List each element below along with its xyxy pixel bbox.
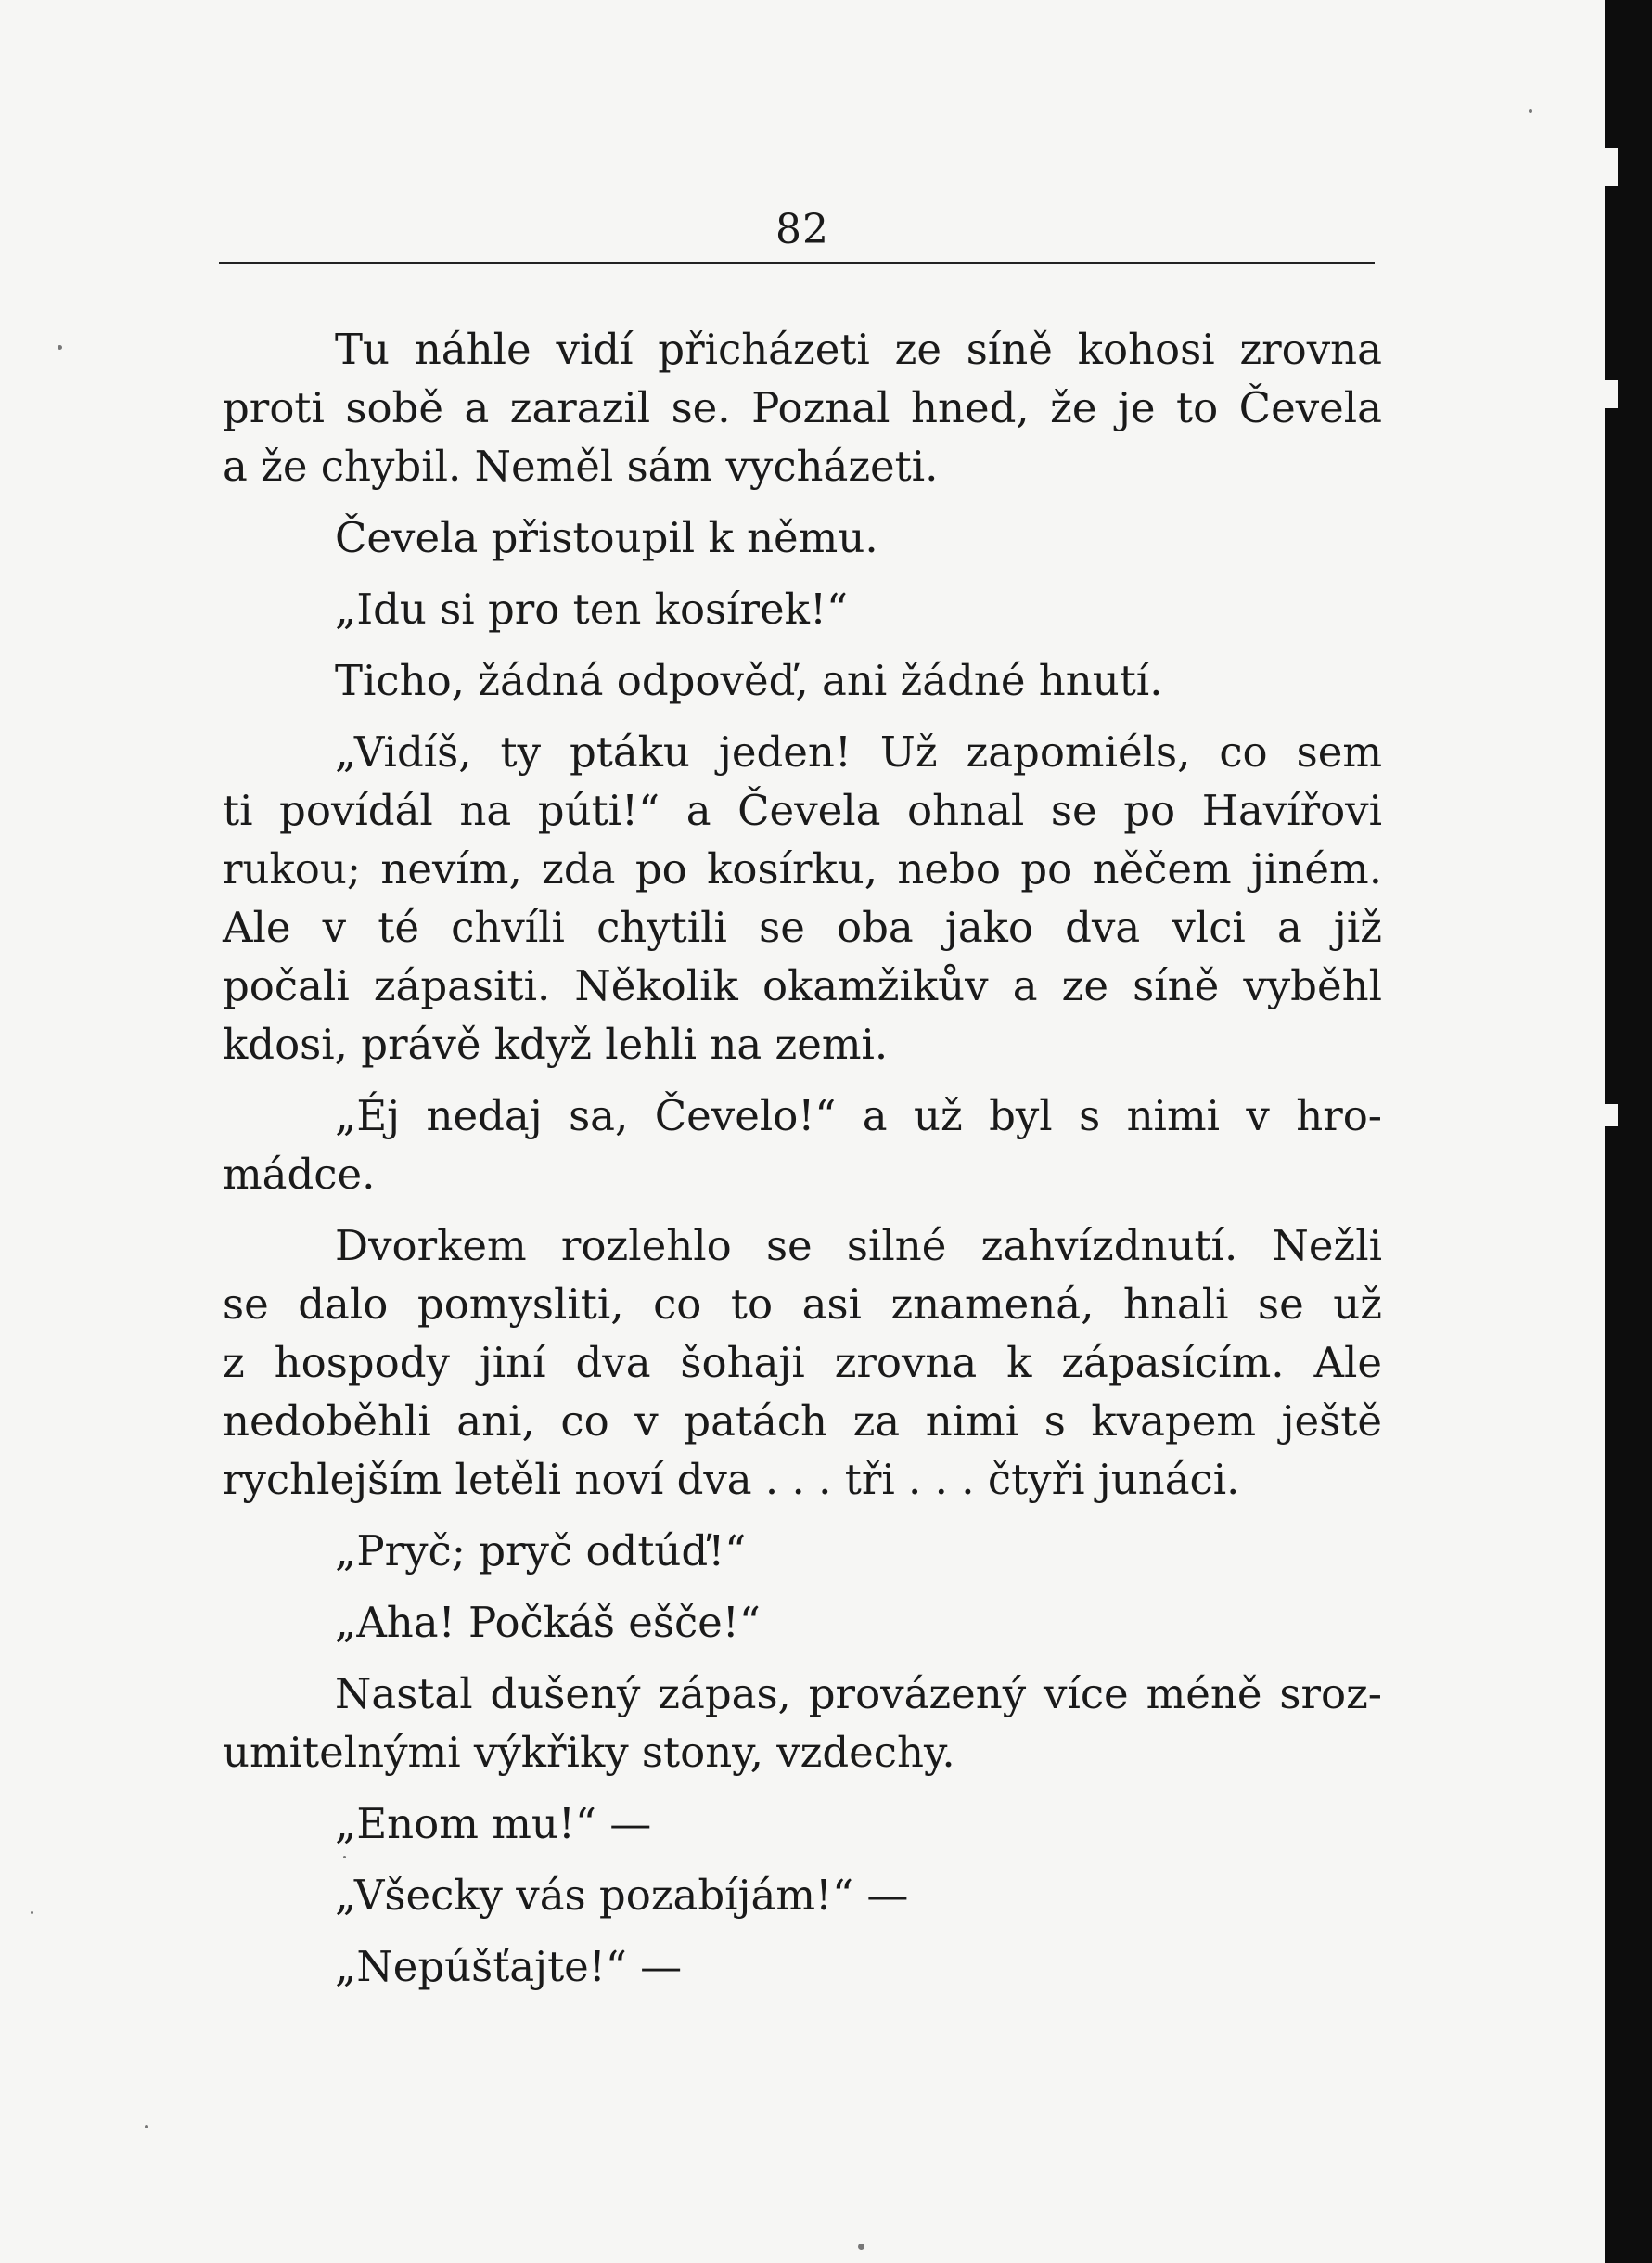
- body-text: [223, 320, 1382, 2009]
- paper-speck: [1529, 109, 1532, 113]
- paragraph-13: [223, 1937, 1382, 1996]
- text-line: proti sobě a zarazil se. Poznal hned, že je to Čevela: [223, 383, 1382, 432]
- scan-border-notch: [1605, 1104, 1618, 1126]
- paper-speck: [343, 1856, 346, 1858]
- text-line: Ale v té chvíli chytili se oba jako dva vlci a již: [223, 903, 1382, 952]
- paragraph-6: [223, 1086, 1382, 1203]
- text-line: „Éj nedaj sa, Čevelo!“ a už byl s nimi v hro-: [335, 1091, 1382, 1140]
- text-line: „Všecky vás pozabíjám!“ —: [335, 1871, 909, 1920]
- text-line: Tu náhle vidí přicházeti ze síně kohosi zrovna: [335, 325, 1382, 374]
- scan-border-notch: [1605, 380, 1618, 408]
- paragraph-9: [223, 1593, 1382, 1652]
- header-rule: [219, 262, 1375, 264]
- paragraph-10: [223, 1665, 1382, 1781]
- paper-speck: [31, 1911, 33, 1914]
- paragraph-4: [223, 651, 1382, 710]
- paragraph-1: [223, 320, 1382, 495]
- text-line: umitelnými výkřiky stony, vzdechy.: [223, 1728, 955, 1777]
- text-line: počali zápasiti. Několik okamžikův a ze síně vyběhl: [223, 961, 1382, 1010]
- paragraph-12: [223, 1866, 1382, 1924]
- text-line: kdosi, právě když lehli na zemi.: [223, 1020, 889, 1069]
- text-line: Ticho, žádná odpověď, ani žádné hnutí.: [335, 656, 1163, 705]
- text-line: z hospody jiní dva šohaji zrovna k zápasícím. Ale: [223, 1338, 1382, 1387]
- text-line: „Idu si pro ten kosírek!“: [335, 585, 849, 634]
- paragraph-5: [223, 723, 1382, 1074]
- paper-speck: [145, 2125, 148, 2128]
- text-line: nedoběhli ani, co v patách za nimi s kvapem ještě: [223, 1396, 1382, 1446]
- text-line: „Aha! Počkáš ešče!“: [335, 1598, 761, 1647]
- paragraph-11: [223, 1794, 1382, 1853]
- text-line: „Vidíš, ty ptáku jeden! Už zapomiéls, co sem: [335, 727, 1382, 777]
- text-line: rukou; nevím, zda po kosírku, nebo po něčem jiném.: [223, 844, 1382, 894]
- paper-speck: [58, 345, 62, 350]
- paragraph-7: [223, 1216, 1382, 1509]
- paragraph-8: [223, 1522, 1382, 1580]
- text-line: ti povídál na púti!“ a Čevela ohnal se po Havířovi: [223, 786, 1382, 835]
- text-line: „Pryč; pryč odtúď!“: [335, 1526, 747, 1575]
- text-line: rychlejším letěli noví dva . . . tři . . . čtyři junáci.: [223, 1455, 1240, 1504]
- paragraph-3: [223, 580, 1382, 638]
- page-number: 82: [775, 206, 829, 253]
- text-line: „Enom mu!“ —: [335, 1799, 652, 1848]
- text-line: a že chybil. Neměl sám vycházeti.: [223, 442, 939, 491]
- text-line: se dalo pomysliti, co to asi znamená, hnali se už: [223, 1279, 1382, 1329]
- text-line: mádce.: [223, 1150, 376, 1199]
- paper-speck: [858, 2244, 864, 2250]
- scan-border: [1605, 0, 1652, 2263]
- text-line: Čevela přistoupil k němu.: [335, 513, 878, 562]
- text-line: „Nepúšťajte!“ —: [335, 1942, 683, 1991]
- paragraph-2: [223, 508, 1382, 567]
- text-line: Nastal dušený zápas, provázený více méně sroz-: [335, 1669, 1382, 1718]
- text-line: Dvorkem rozlehlo se silné zahvízdnutí. Nežli: [335, 1221, 1382, 1270]
- scan-border-notch: [1605, 148, 1618, 186]
